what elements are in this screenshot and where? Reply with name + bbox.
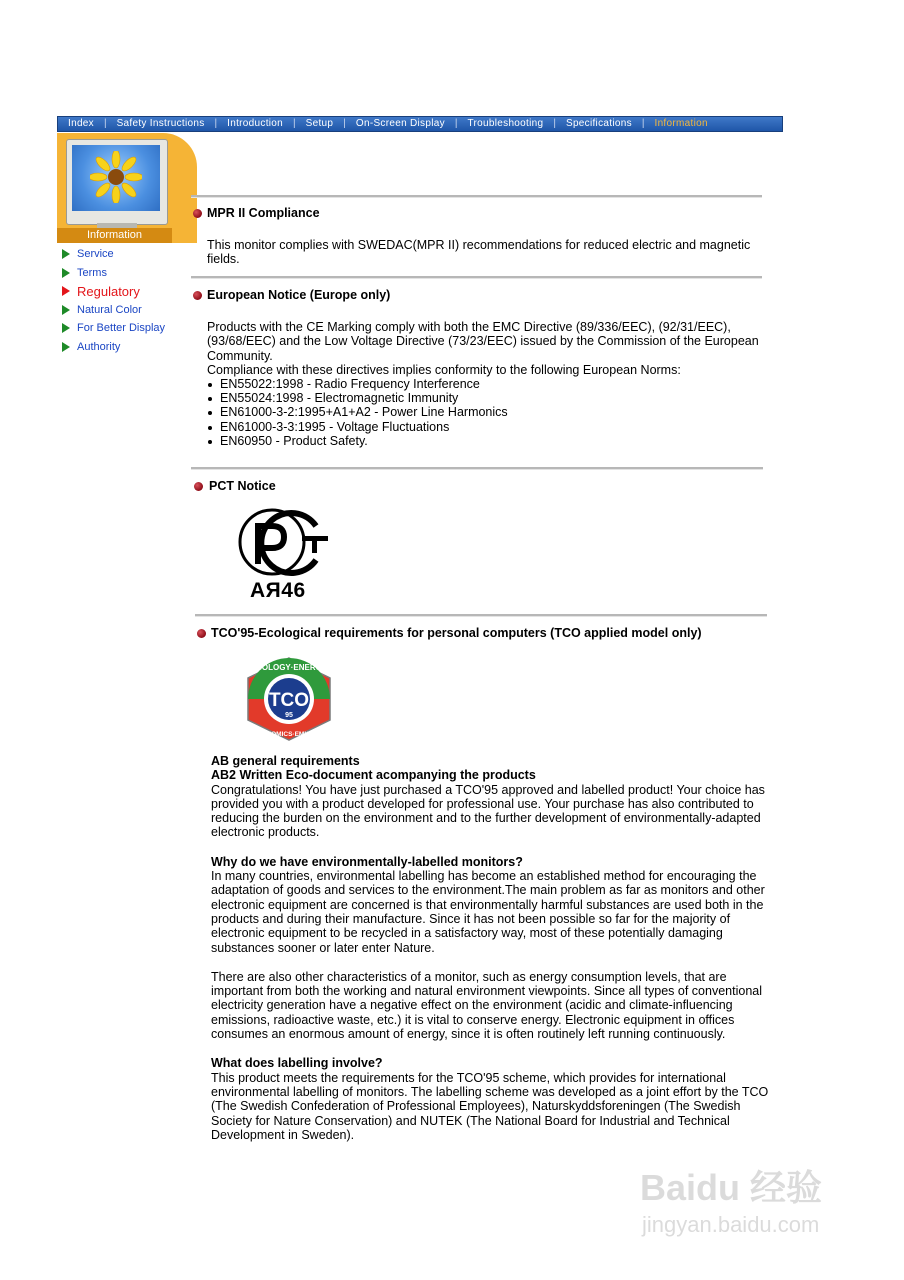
sidebar-item-terms[interactable] bbox=[62, 264, 165, 283]
mpr-body: This monitor complies with SWEDAC(MPR II) recommendations for reduced electric and magnetic fields. bbox=[207, 238, 751, 267]
sidebar-menu bbox=[62, 245, 165, 356]
what-body: This product meets the requirements for the TCO'95 scheme, which provides for international environmental labelling of monitors. The labelling scheme was developed as a joint effort by the TCO (The Swedish Confederation of Professional Employees), Naturskyddsforeningen (The Swedish Society for Nature Conservation) and NUTEK (The National Board for Industrial and Technical Development in Sweden). bbox=[211, 1070, 769, 1142]
list-item: EN55022:1998 - Radio Frequency Interference bbox=[207, 377, 747, 391]
section-title-pct: PCT Notice bbox=[209, 479, 276, 493]
section-title-mpr: MPR II Compliance bbox=[207, 206, 320, 220]
ab-heading: AB general requirements bbox=[211, 754, 360, 768]
why-body: In many countries, environmental labelling has become an established method for encouraging the adaptation of goods and services to the environment.The main problem as far as monitors and other electronic equipment are concerned is that environmentally harmful substances are used both in the products and during their manufacture. Since it has not been possible so far for the majority of electronic equipment to be recycled in a satisfactory way, most of these potentially damaging substances sooner or later enter Nature. bbox=[211, 869, 765, 955]
sidebar-item-regulatory[interactable] bbox=[62, 282, 165, 301]
svg-text:TCO: TCO bbox=[268, 690, 310, 711]
section-divider bbox=[191, 195, 762, 198]
arrow-right-icon bbox=[62, 305, 70, 315]
bullet-icon bbox=[197, 629, 206, 638]
tab-separator: | bbox=[553, 118, 556, 129]
sunflower-icon bbox=[90, 151, 142, 203]
watermark bbox=[640, 1160, 870, 1250]
sidebar-item-service[interactable] bbox=[62, 245, 165, 264]
tab-information[interactable]: Information bbox=[654, 118, 708, 129]
list-item: EN61000-3-2:1995+A1+A2 - Power Line Harmonics bbox=[207, 405, 747, 419]
european-paragraph: Products with the CE Marking comply with both the EMC Directive (89/336/EEC), (92/31/EEC), (93/68/EEC) and the Low Voltage Directive (73/23/EEC) issued by the Commission of the European Community. bbox=[207, 320, 759, 363]
section-title-european: European Notice (Europe only) bbox=[207, 288, 391, 302]
top-nav bbox=[57, 116, 783, 132]
monitor-screen bbox=[72, 145, 160, 211]
monitor-image bbox=[66, 139, 168, 225]
watermark-brand: Baidu 经验 bbox=[640, 1167, 823, 1208]
tab-safety-instructions[interactable]: Safety Instructions bbox=[116, 118, 205, 129]
tab-separator: | bbox=[103, 118, 107, 129]
tco-body bbox=[211, 754, 771, 1142]
list-item: EN61000-3-3:1995 - Voltage Fluctuations bbox=[207, 420, 747, 434]
svg-text:ERGONOMICS·EMISSIONS: ERGONOMICS·EMISSIONS bbox=[247, 731, 331, 738]
bullet-icon bbox=[194, 482, 203, 491]
tco-congrats: Congratulations! You have just purchased a TCO'95 approved and labelled product! Your choice has provided you with a product developed for professional use. Your purchase has also contributed to reducing the burden on the environment and to the further development of environmentally-adapted electronic products. bbox=[211, 782, 765, 840]
sidebar-item-label: Natural Color bbox=[77, 303, 142, 316]
ab2-heading: AB2 Written Eco-document acompanying the products bbox=[211, 768, 536, 783]
pct-logo-code: АЯ46 bbox=[250, 579, 306, 602]
sidebar-item-label: Regulatory bbox=[77, 283, 140, 299]
tab-separator: | bbox=[641, 118, 645, 129]
tab-setup[interactable]: Setup bbox=[305, 118, 334, 129]
list-item: EN60950 - Product Safety. bbox=[207, 434, 747, 448]
watermark-url: jingyan.baidu.com bbox=[642, 1212, 820, 1237]
sidebar-item-natural-color[interactable] bbox=[62, 301, 165, 320]
sidebar-item-authority[interactable] bbox=[62, 338, 165, 357]
tco95-logo bbox=[242, 656, 336, 742]
european-body bbox=[207, 320, 767, 377]
tab-index[interactable]: Index bbox=[68, 118, 94, 129]
sidebar-header-title: Information bbox=[57, 228, 172, 243]
tab-specifications[interactable]: Specifications bbox=[565, 118, 632, 129]
sidebar-header bbox=[57, 133, 197, 243]
sidebar-item-label: Service bbox=[77, 248, 114, 261]
why-heading: Why do we have environmentally-labelled monitors? bbox=[211, 854, 523, 869]
tab-introduction[interactable]: Introduction bbox=[227, 118, 284, 129]
other-body: There are also other characteristics of a monitor, such as energy consumption levels, that are important from both the working and natural environment viewpoints. Since all types of conventional electricity generation have a negative effect on the environment (acidic and climate-influencing emissions, radioactive waste, etc.) it is vital to conserve energy. Electronic equipment in offices consumes an enormous amount of energy, since it is often routinely left running continuously. bbox=[211, 969, 762, 1042]
arrow-right-icon bbox=[62, 286, 70, 296]
section-divider bbox=[191, 276, 762, 279]
norms-list bbox=[207, 377, 747, 448]
tab-on-screen-display[interactable]: On-Screen Display bbox=[355, 118, 445, 129]
sidebar-item-label: Terms bbox=[77, 266, 107, 279]
arrow-right-icon bbox=[62, 268, 70, 278]
sidebar-item-for-better-display[interactable] bbox=[62, 319, 165, 338]
bullet-icon bbox=[193, 291, 202, 300]
sidebar-item-label: Authority bbox=[77, 340, 121, 353]
arrow-right-icon bbox=[62, 342, 70, 352]
tab-separator: | bbox=[454, 118, 458, 129]
tab-separator: | bbox=[214, 118, 218, 129]
sidebar-item-label: For Better Display bbox=[77, 322, 166, 335]
bullet-icon bbox=[193, 209, 202, 218]
tab-troubleshooting[interactable]: Troubleshooting bbox=[467, 118, 544, 129]
pct-logo bbox=[238, 508, 330, 578]
tab-separator: | bbox=[293, 118, 296, 129]
section-divider bbox=[195, 614, 767, 617]
svg-text:ECOLOGY·ENERGY: ECOLOGY·ENERGY bbox=[250, 663, 328, 672]
svg-text:95: 95 bbox=[285, 712, 293, 719]
what-heading: What does labelling involve? bbox=[211, 1056, 383, 1071]
section-title-tco: TCO'95-Ecological requirements for personal computers (TCO applied model only) bbox=[211, 626, 702, 640]
european-compliance: Compliance with these directives implies conformity to the following European Norms: bbox=[207, 362, 681, 377]
section-divider bbox=[191, 467, 763, 470]
list-item: EN55024:1998 - Electromagnetic Immunity bbox=[207, 391, 747, 405]
tab-separator: | bbox=[343, 118, 346, 129]
arrow-right-icon bbox=[62, 323, 70, 333]
arrow-right-icon bbox=[62, 249, 70, 259]
